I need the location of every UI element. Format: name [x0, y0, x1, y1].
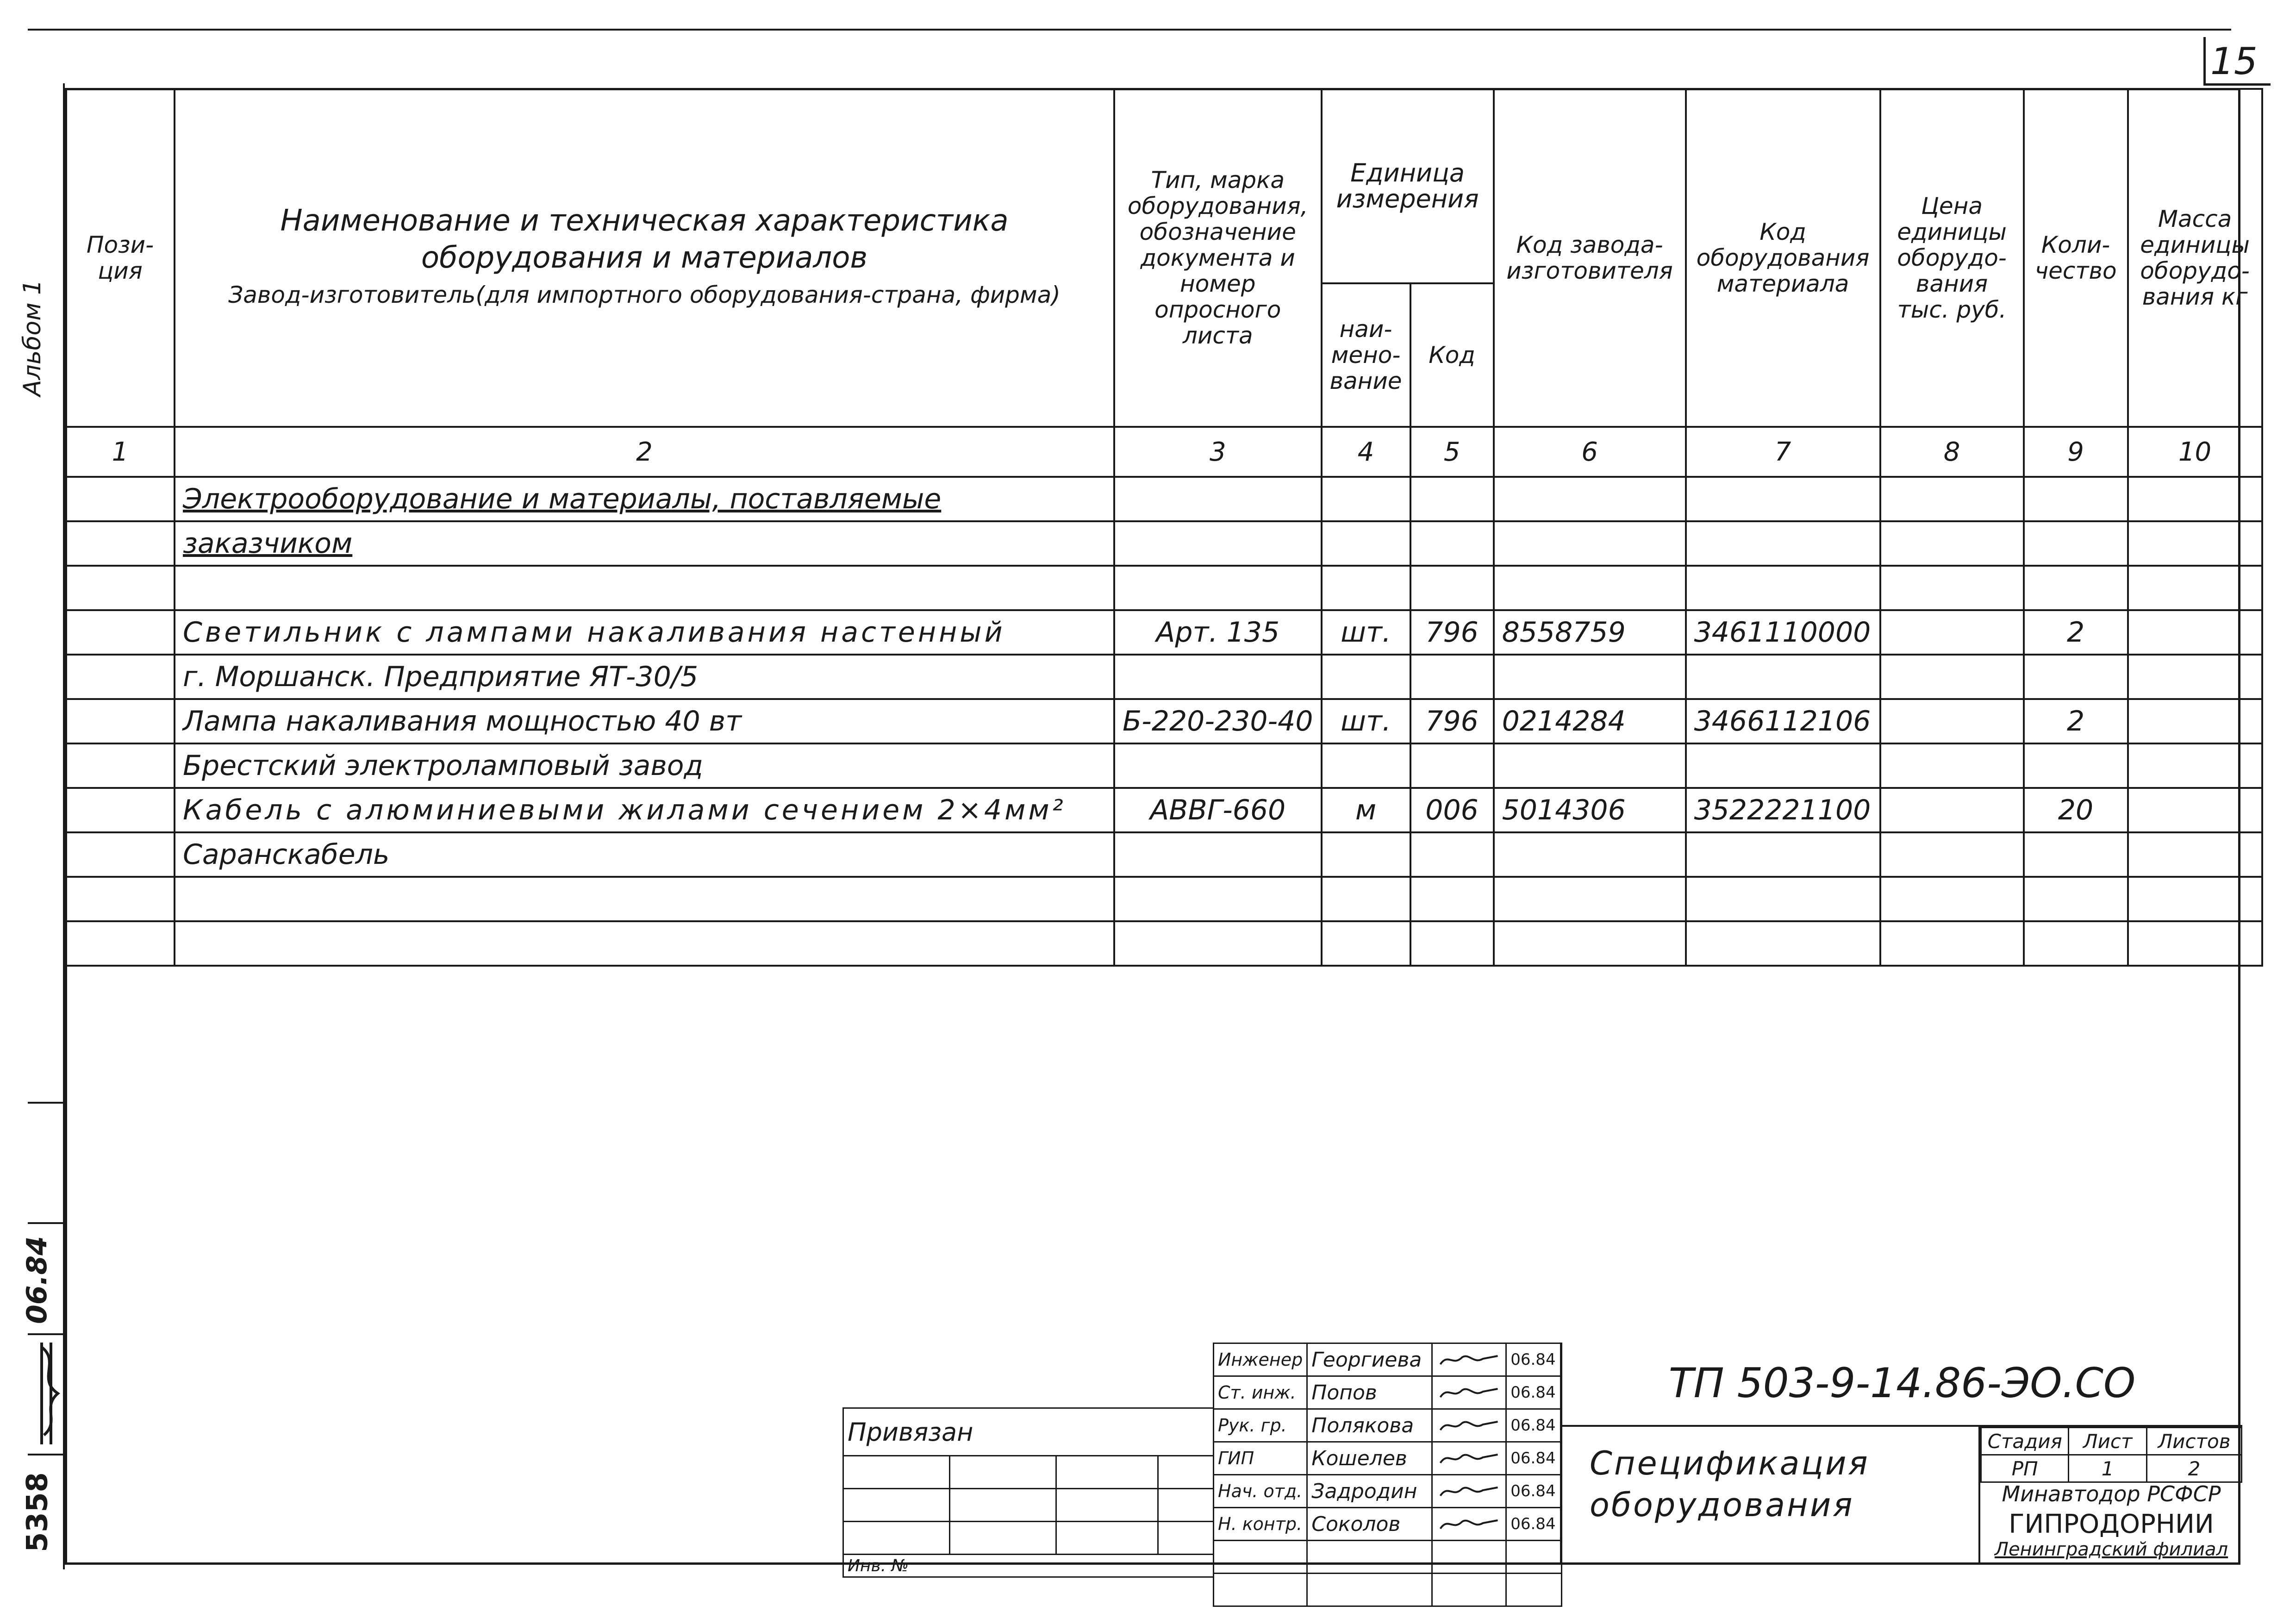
cell-equipment-code [1686, 521, 1880, 566]
column-number: 2 [175, 427, 1114, 477]
cell-unit-name [1322, 921, 1410, 966]
cell-mass [2128, 877, 2262, 921]
cell-type [1114, 655, 1322, 699]
cell-quantity [2024, 566, 2128, 610]
header-price: Цена единицы оборудо- вания тыс. руб. [1880, 89, 2024, 427]
column-number: 9 [2024, 427, 2128, 477]
signer-date: 06.84 [1506, 1475, 1562, 1508]
signer-empty [1506, 1541, 1562, 1574]
cell-mass [2128, 743, 2262, 788]
cell-maker-code: 8558759 [1494, 610, 1686, 655]
cell-type: Б-220-230-40 [1114, 699, 1322, 743]
header-maker-code: Код завода- изготовителя [1494, 89, 1686, 427]
cell-quantity [2024, 877, 2128, 921]
signer-row [1214, 1475, 1562, 1508]
stage-table [1980, 1427, 2242, 1483]
signer-role: Н. контр. [1214, 1508, 1307, 1541]
column-number: 7 [1686, 427, 1880, 477]
cell-maker-code [1494, 921, 1686, 966]
album-label: Альбом 1 [19, 279, 46, 397]
cell-mass [2128, 521, 2262, 566]
margin-date: 06.84 [21, 1236, 53, 1324]
cell-price [1880, 655, 2024, 699]
cell-mass [2128, 921, 2262, 966]
binding-cell [1158, 1456, 1214, 1489]
cell-type [1114, 877, 1322, 921]
table-row [66, 877, 2262, 921]
table-row [66, 788, 2262, 832]
table-row [66, 610, 2262, 655]
sheet-number: 15 [2210, 40, 2258, 83]
cell-quantity [2024, 921, 2128, 966]
cell-equipment-code [1686, 566, 1880, 610]
signer-name: Соколов [1307, 1508, 1432, 1541]
signature-icon [1436, 1416, 1502, 1435]
sheet-header: Лист [2069, 1428, 2147, 1455]
cell-unit-code [1410, 521, 1494, 566]
column-number: 1 [66, 427, 175, 477]
designation-code: ТП 503-9-14.86-ЭО.СО [1668, 1359, 2136, 1407]
cell-type [1114, 832, 1322, 877]
cell-name: Кабель с алюминиевыми жилами сечением 2×4мм² [175, 788, 1114, 832]
cell-type [1114, 743, 1322, 788]
cell-price [1880, 921, 2024, 966]
table-row [66, 743, 2262, 788]
column-number: 10 [2128, 427, 2262, 477]
cell-price [1880, 566, 2024, 610]
column-number: 5 [1410, 427, 1494, 477]
cell-maker-code [1494, 743, 1686, 788]
cell-equipment-code: 3466112106 [1686, 699, 1880, 743]
cell-type: АВВГ-660 [1114, 788, 1322, 832]
signer-empty [1432, 1541, 1506, 1574]
signer-role: Нач. отд. [1214, 1475, 1307, 1508]
margin-signature-icon [32, 1333, 65, 1449]
signer-empty [1432, 1574, 1506, 1606]
ministry: Минавтодор РСФСР [2002, 1481, 2221, 1506]
stage-value: РП [1981, 1455, 2069, 1482]
sheets-value: 2 [2147, 1455, 2242, 1482]
signer-empty [1307, 1541, 1432, 1574]
cell-unit-name [1322, 832, 1410, 877]
header-name [175, 89, 1114, 427]
header-quantity: Коли- чество [2024, 89, 2128, 427]
signer-empty [1214, 1541, 1307, 1574]
cell-mass [2128, 477, 2262, 521]
cell-unit-code [1410, 477, 1494, 521]
branch: Ленинградский филиал [1994, 1539, 2228, 1560]
cell-equipment-code [1686, 743, 1880, 788]
cell-equipment-code: 3522221100 [1686, 788, 1880, 832]
cell-name: заказчиком [175, 521, 1114, 566]
signer-signature [1432, 1409, 1506, 1442]
cell-type [1114, 921, 1322, 966]
cell-position [66, 521, 175, 566]
cell-maker-code [1494, 877, 1686, 921]
signer-empty [1214, 1574, 1307, 1606]
cell-name: Светильник с лампами накаливания настенный [175, 610, 1114, 655]
table-row [66, 521, 2262, 566]
signer-row [1214, 1343, 1562, 1376]
inventory-label: Инв. № [843, 1555, 1214, 1577]
cell-position [66, 743, 175, 788]
cell-mass [2128, 655, 2262, 699]
cell-type [1114, 477, 1322, 521]
organization: ГИПРОДОРНИИ [2009, 1509, 2214, 1539]
cell-unit-name: шт. [1322, 610, 1410, 655]
signer-date: 06.84 [1506, 1508, 1562, 1541]
signer-signature [1432, 1475, 1506, 1508]
cell-price [1880, 477, 2024, 521]
signer-signature [1432, 1508, 1506, 1541]
cell-position [66, 788, 175, 832]
signer-name: Полякова [1307, 1409, 1432, 1442]
cell-position [66, 655, 175, 699]
bound-label: Привязан [843, 1408, 1214, 1456]
cell-name: Саранскабель [175, 832, 1114, 877]
cell-unit-name [1322, 566, 1410, 610]
binding-cell [950, 1522, 1056, 1555]
cell-position [66, 699, 175, 743]
cell-type: Арт. 135 [1114, 610, 1322, 655]
cell-maker-code: 0214284 [1494, 699, 1686, 743]
cell-quantity: 20 [2024, 788, 2128, 832]
margin-tick [28, 1333, 65, 1335]
cell-quantity: 2 [2024, 610, 2128, 655]
signature-icon [1436, 1350, 1502, 1369]
cell-unit-name [1322, 743, 1410, 788]
signer-date: 06.84 [1506, 1376, 1562, 1409]
cell-name [175, 566, 1114, 610]
cell-unit-name [1322, 477, 1410, 521]
cell-name: Электрооборудование и материалы, поставляемые [175, 477, 1114, 521]
cell-quantity [2024, 521, 2128, 566]
cell-unit-code [1410, 921, 1494, 966]
header-name-line1: Наименование и техническая характеристика [280, 204, 1009, 238]
signer-date: 06.84 [1506, 1409, 1562, 1442]
cell-quantity [2024, 743, 2128, 788]
header-name-line2: оборудования и материалов [421, 241, 868, 275]
table-row [66, 566, 2262, 610]
cell-mass [2128, 832, 2262, 877]
cell-quantity [2024, 477, 2128, 521]
cell-name: Лампа накаливания мощностью 40 вт [175, 699, 1114, 743]
cell-unit-name: шт. [1322, 699, 1410, 743]
signer-row [1214, 1376, 1562, 1409]
signers-block [1213, 1343, 1562, 1607]
cell-unit-code [1410, 877, 1494, 921]
header-mass: Масса единицы оборудо- вания кг [2128, 89, 2262, 427]
cell-price [1880, 610, 2024, 655]
binding-cell [1158, 1522, 1214, 1555]
cell-equipment-code [1686, 877, 1880, 921]
specification-body [66, 477, 2262, 966]
binding-cell [843, 1456, 950, 1489]
column-number: 6 [1494, 427, 1686, 477]
binding-block [842, 1407, 1214, 1578]
signer-row [1214, 1442, 1562, 1475]
table-row [66, 699, 2262, 743]
binding-cell [843, 1522, 950, 1555]
cell-position [66, 477, 175, 521]
table-row [66, 655, 2262, 699]
header-unit-name: наи- мено- вание [1322, 283, 1410, 427]
cell-equipment-code [1686, 655, 1880, 699]
cell-unit-code [1410, 743, 1494, 788]
binding-cell [1056, 1489, 1158, 1522]
signature-icon [1436, 1383, 1502, 1402]
cell-equipment-code [1686, 832, 1880, 877]
cell-mass [2128, 788, 2262, 832]
cell-maker-code [1494, 655, 1686, 699]
header-position: Пози- ция [66, 89, 175, 427]
signer-role: Рук. гр. [1214, 1409, 1307, 1442]
cell-maker-code [1494, 521, 1686, 566]
column-number: 4 [1322, 427, 1410, 477]
header-unit-group: Единица измерения [1322, 89, 1494, 283]
cell-mass [2128, 566, 2262, 610]
signer-role: Инженер [1214, 1343, 1307, 1376]
header-unit-code: Код [1410, 283, 1494, 427]
binding-cell [1056, 1456, 1158, 1489]
cell-price [1880, 832, 2024, 877]
sheet-value: 1 [2069, 1455, 2147, 1482]
binding-cell [843, 1489, 950, 1522]
cell-unit-name [1322, 655, 1410, 699]
signer-row [1214, 1409, 1562, 1442]
margin-tick [28, 1222, 65, 1224]
binding-cell [1158, 1489, 1214, 1522]
cell-quantity [2024, 655, 2128, 699]
cell-position [66, 877, 175, 921]
cell-unit-code [1410, 566, 1494, 610]
cell-unit-code [1410, 655, 1494, 699]
cell-unit-code: 796 [1410, 699, 1494, 743]
cell-unit-name [1322, 521, 1410, 566]
column-number: 3 [1114, 427, 1322, 477]
cell-maker-code: 5014306 [1494, 788, 1686, 832]
specification-table [65, 88, 2263, 967]
header-name-line3: Завод-изготовитель(для импортного оборудования-страна, фирма) [228, 281, 1061, 308]
sheets-header: Листов [2147, 1428, 2242, 1455]
cell-price [1880, 699, 2024, 743]
cell-name [175, 877, 1114, 921]
table-row [66, 921, 2262, 966]
cell-maker-code [1494, 566, 1686, 610]
signer-date: 06.84 [1506, 1442, 1562, 1475]
signer-name: Кошелев [1307, 1442, 1432, 1475]
signer-signature [1432, 1442, 1506, 1475]
designation-block [1560, 1343, 2242, 1565]
signature-icon [1436, 1515, 1502, 1533]
margin-number: 5358 [20, 1472, 54, 1552]
cell-price [1880, 788, 2024, 832]
signer-date: 06.84 [1506, 1343, 1562, 1376]
cell-quantity: 2 [2024, 699, 2128, 743]
cell-equipment-code [1686, 477, 1880, 521]
cell-name: Брестский электроламповый завод [175, 743, 1114, 788]
cell-equipment-code [1686, 921, 1880, 966]
header-type: Тип, марка оборудования, обозначение документа и номер опросного листа [1114, 89, 1322, 427]
binding-cell [1056, 1522, 1158, 1555]
cell-price [1880, 877, 2024, 921]
margin-tick [28, 1102, 65, 1104]
signer-empty [1506, 1574, 1562, 1606]
table-row [66, 832, 2262, 877]
cell-mass [2128, 699, 2262, 743]
cell-position [66, 921, 175, 966]
cell-position [66, 610, 175, 655]
binding-cell [950, 1489, 1056, 1522]
cell-unit-code: 796 [1410, 610, 1494, 655]
signature-icon [1436, 1449, 1502, 1468]
signer-signature [1432, 1343, 1506, 1376]
top-edge-line [28, 29, 2231, 31]
signer-name: Попов [1307, 1376, 1432, 1409]
signer-empty [1307, 1574, 1432, 1606]
table-row [66, 477, 2262, 521]
signer-signature [1432, 1376, 1506, 1409]
cell-quantity [2024, 832, 2128, 877]
signer-row [1214, 1508, 1562, 1541]
column-number-row [66, 427, 2262, 477]
cell-maker-code [1494, 832, 1686, 877]
cell-mass [2128, 610, 2262, 655]
doc-title-line2: оборудования [1590, 1486, 1854, 1524]
cell-equipment-code: 3461110000 [1686, 610, 1880, 655]
signer-role: ГИП [1214, 1442, 1307, 1475]
cell-unit-name [1322, 877, 1410, 921]
header-equipment-code: Код оборудования материала [1686, 89, 1880, 427]
cell-position [66, 832, 175, 877]
doc-title-line1: Спецификация [1590, 1444, 1870, 1482]
cell-type [1114, 566, 1322, 610]
cell-position [66, 566, 175, 610]
cell-maker-code [1494, 477, 1686, 521]
cell-name: г. Моршанск. Предприятие ЯТ-30/5 [175, 655, 1114, 699]
signer-role: Ст. инж. [1214, 1376, 1307, 1409]
signer-name: Задродин [1307, 1475, 1432, 1508]
cell-price [1880, 743, 2024, 788]
signature-icon [1436, 1482, 1502, 1500]
cell-price [1880, 521, 2024, 566]
column-number: 8 [1880, 427, 2024, 477]
stage-header: Стадия [1981, 1428, 2069, 1455]
sheet-number-box [2203, 37, 2271, 86]
cell-unit-code [1410, 832, 1494, 877]
binding-cell [950, 1456, 1056, 1489]
header-row [66, 89, 2262, 283]
cell-type [1114, 521, 1322, 566]
cell-name [175, 921, 1114, 966]
cell-unit-code: 006 [1410, 788, 1494, 832]
margin-tick [28, 1454, 65, 1455]
signer-name: Георгиева [1307, 1343, 1432, 1376]
cell-unit-name: м [1322, 788, 1410, 832]
